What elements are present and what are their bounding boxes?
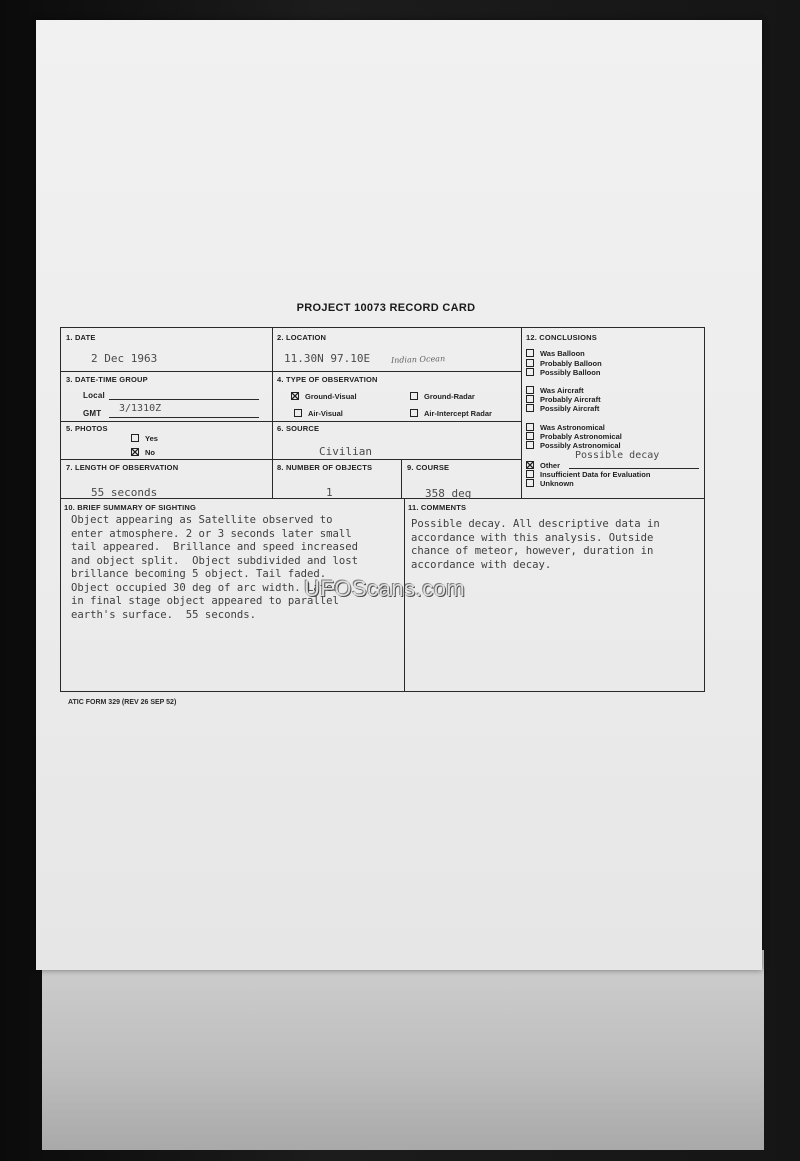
- date-time-group-label: 3. DATE-TIME GROUP: [66, 375, 148, 384]
- photos-yes: Yes: [131, 434, 158, 443]
- checked-box-icon: [291, 392, 299, 400]
- conclusion-was-balloon: Was Balloon: [526, 349, 585, 358]
- course-value: 358 deg: [425, 487, 472, 500]
- length-of-observation-label: 7. LENGTH OF OBSERVATION: [66, 463, 179, 472]
- number-of-objects-label: 8. NUMBER OF OBJECTS: [277, 463, 373, 472]
- checkbox-icon: [526, 349, 534, 357]
- checkbox-icon: [526, 479, 534, 487]
- underlying-page: [42, 950, 764, 1150]
- divider: [272, 328, 273, 498]
- obs-ground-visual: Ground-Visual: [291, 392, 357, 401]
- brief-summary-label: 10. BRIEF SUMMARY OF SIGHTING: [64, 503, 197, 512]
- checkbox-icon: [410, 392, 418, 400]
- photos-label: 5. PHOTOS: [66, 424, 108, 433]
- checkbox-icon: [410, 409, 418, 417]
- conclusion-other-value: Possible decay: [575, 450, 660, 461]
- number-of-objects-value: 1: [326, 486, 333, 499]
- comments-label: 11. COMMENTS: [408, 503, 467, 512]
- divider: [401, 459, 402, 498]
- conclusion-possibly-balloon: Possibly Balloon: [526, 368, 600, 377]
- conclusions-label: 12. CONCLUSIONS: [526, 333, 597, 342]
- checkbox-icon: [526, 441, 534, 449]
- checkbox-icon: [526, 386, 534, 394]
- checked-box-icon: [526, 461, 534, 469]
- course-label: 9. COURSE: [407, 463, 450, 472]
- conclusion-other: Other: [526, 461, 560, 470]
- source-label: 6. SOURCE: [277, 424, 320, 433]
- location-handwritten-note: Indian Ocean: [390, 354, 446, 365]
- conclusion-possibly-astronomical: Possibly Astronomical: [526, 441, 621, 450]
- divider: [61, 498, 705, 499]
- card-title: PROJECT 10073 RECORD CARD: [296, 302, 476, 314]
- checkbox-icon: [131, 434, 139, 442]
- source-value: Civilian: [319, 445, 372, 458]
- divider: [61, 459, 521, 460]
- type-of-observation-label: 4. TYPE OF OBSERVATION: [277, 375, 378, 384]
- conclusion-insufficient-data: Insufficient Data for Evaluation: [526, 470, 650, 479]
- conclusion-possibly-aircraft: Possibly Aircraft: [526, 404, 599, 413]
- checkbox-icon: [526, 368, 534, 376]
- conclusion-was-astronomical: Was Astronomical: [526, 423, 605, 432]
- watermark: UFOScans.com: [304, 576, 466, 601]
- comments-text: Possible decay. All descriptive data in accordance with this analysis. Outside chance of meteor, however, duration in accordance with decay.: [411, 518, 660, 571]
- checked-box-icon: [131, 448, 139, 456]
- form-number: ATIC FORM 329 (REV 26 SEP 52): [68, 699, 177, 706]
- conclusion-probably-balloon: Probably Balloon: [526, 359, 602, 368]
- obs-ground-radar: Ground-Radar: [410, 392, 475, 401]
- gmt-label: GMT: [83, 409, 102, 418]
- location-value: 11.30N 97.10E: [284, 352, 371, 365]
- obs-air-intercept-radar: Air-Intercept Radar: [410, 409, 492, 418]
- checkbox-icon: [526, 404, 534, 412]
- location-label: 2. LOCATION: [277, 333, 327, 342]
- checkbox-icon: [526, 359, 534, 367]
- length-of-observation-value: 55 seconds: [91, 486, 158, 499]
- conclusion-probably-astronomical: Probably Astronomical: [526, 432, 622, 441]
- record-form: [60, 327, 705, 692]
- conclusion-unknown: Unknown: [526, 479, 574, 488]
- brief-summary-text: Object appearing as Satellite observed to enter atmosphere. 2 or 3 seconds later small tail appeared. Brillance and speed increased and object split. Object subdivided and lost brillance becoming 5 object. Tail faded. Object occupied 30 deg of arc width. Later in final stage object appeared to parallel earth's surface. 55 seconds.: [71, 514, 359, 621]
- divider: [61, 421, 521, 422]
- obs-air-visual: Air-Visual: [294, 409, 343, 418]
- conclusion-was-aircraft: Was Aircraft: [526, 386, 584, 395]
- local-underline: [109, 399, 259, 400]
- other-underline: [569, 468, 699, 469]
- checkbox-icon: [294, 409, 302, 417]
- photos-no: No: [131, 448, 155, 457]
- local-label: Local: [83, 391, 105, 400]
- checkbox-icon: [526, 395, 534, 403]
- checkbox-icon: [526, 423, 534, 431]
- date-value: 2 Dec 1963: [91, 352, 158, 365]
- gmt-value: 3/1310Z: [119, 403, 162, 414]
- conclusion-probably-aircraft: Probably Aircraft: [526, 395, 601, 404]
- divider: [521, 328, 522, 498]
- checkbox-icon: [526, 470, 534, 478]
- checkbox-icon: [526, 432, 534, 440]
- divider: [61, 371, 521, 372]
- gmt-underline: [109, 417, 259, 418]
- date-label: 1. DATE: [66, 333, 96, 342]
